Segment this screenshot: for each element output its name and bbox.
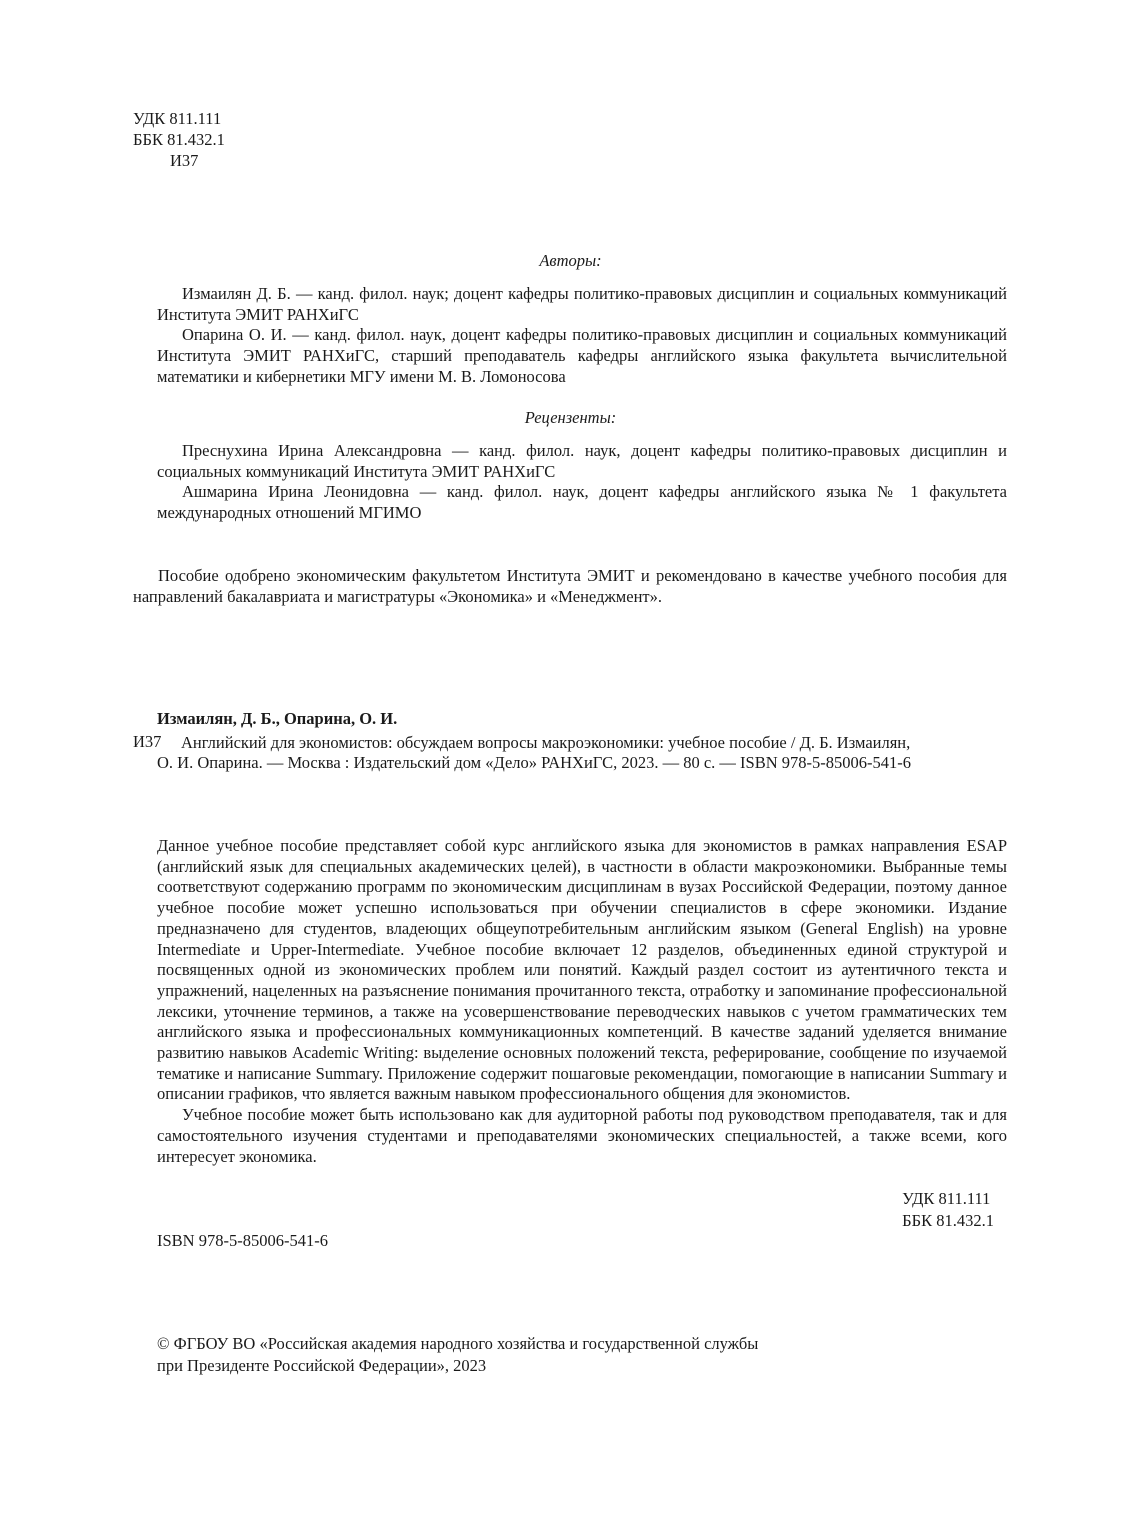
bbk-code: ББК 81.432.1 bbox=[133, 130, 225, 149]
authors-heading: Авторы: bbox=[539, 251, 602, 270]
bibliography-code: И37 bbox=[133, 732, 162, 751]
reviewer-entry: Преснухина Ирина Александровна — канд. филол. наук, доцент кафедры политико-правовых дисциплин и социальных коммуникаций Института ЭМИТ РАНХиГС bbox=[157, 441, 1007, 481]
approval-text: Пособие одобрено экономическим факультетом Института ЭМИТ и рекомендовано в качестве учебного пособия для направлений бакалавриата и магистратуры «Экономика» и «Менеджмент». bbox=[133, 566, 1007, 606]
bibliography-authors: Измаилян, Д. Б., Опарина, О. И. bbox=[157, 709, 398, 728]
bibliography-line-2: О. И. Опарина. — Москва : Издательский дом «Дело» РАНХиГС, 2023. — 80 с. — ISBN 978-5-85006-541-6 bbox=[157, 753, 911, 772]
author-index: И37 bbox=[170, 151, 199, 170]
copyright-line: при Президенте Российской Федерации», 2023 bbox=[157, 1356, 487, 1375]
udk-block bbox=[133, 108, 225, 171]
annotation-paragraph: Учебное пособие может быть использовано как для аудиторной работы под руководством преподавателя, так и для самостоятельного изучения студентами и преподавателями экономических специальностей, а также всеми, кого интересует экономика. bbox=[157, 1105, 1007, 1166]
bibliography-line-1: Английский для экономистов: обсуждаем вопросы макроэкономики: учебное пособие / Д. Б. Измаилян, bbox=[181, 733, 911, 752]
copyright-line: © ФГБОУ ВО «Российская академия народного хозяйства и государственной службы bbox=[157, 1334, 759, 1353]
annotation-paragraph: Данное учебное пособие представляет собой курс английского языка для экономистов в рамках направления ESAP (английский язык для специальных академических целей), в частности в области макроэкономики. Выбранные темы соответствуют содержанию программ по экономическим дисциплинам в вузах Российской Федерации, поэтому данное учебное пособие может успешно использоваться при обучении специалистов в сфере экономики. Издание предназначено для студентов, владеющих общеупотребительным английским языком (General English) на уровне Intermediate и Upper-Intermediate. Учебное пособие включает 12 разделов, объединенных единой структурой и посвященных одной из экономических проблем или понятий. Каждый раздел состоит из аутентичного текста и упражнений, нацеленных на разъяснение понимания прочитанного текста, отработку и запоминание профессиональной лексики, уточнение терминов, а также на усовершенствование переводческих навыков с учетом грамматических тем английского языка и профессиональных коммуникационных компетенций. В качестве заданий уделяется внимание развитию навыков Academic Writing: выделение основных положений текста, реферирование, сообщение по изучаемой тематике и написание Summary. Приложение содержит пошаговые рекомендации, помогающие в написании Summary и описании графиков, что является важным навыком профессионального общения для экономистов. bbox=[157, 836, 1007, 1104]
author-entry: Измаилян Д. Б. — канд. филол. наук; доцент кафедры политико-правовых дисциплин и социальных коммуникаций Института ЭМИТ РАНХиГС bbox=[157, 284, 1007, 324]
isbn: ISBN 978-5-85006-541-6 bbox=[157, 1231, 328, 1250]
udk-block-right bbox=[902, 1188, 994, 1232]
reviewers-heading: Рецензенты: bbox=[524, 408, 617, 427]
copyright bbox=[157, 1333, 758, 1377]
approval-note bbox=[133, 566, 1007, 607]
annotation bbox=[157, 836, 1007, 1167]
udk-code: УДК 811.111 bbox=[902, 1189, 991, 1208]
reviewer-entry: Ашмарина Ирина Леонидовна — канд. филол. наук, доцент кафедры английского языка № 1 факультета международных отношений МГИМО bbox=[157, 482, 1007, 523]
udk-code: УДК 811.111 bbox=[133, 109, 222, 128]
authors-list bbox=[157, 284, 1007, 388]
bbk-code: ББК 81.432.1 bbox=[902, 1211, 994, 1230]
reviewers-list bbox=[157, 441, 1007, 524]
author-entry: Опарина О. И. — канд. филол. наук, доцент кафедры политико-правовых дисциплин и социальных коммуникаций Института ЭМИТ РАНХиГС, старший преподаватель кафедры английского языка факультета вычислительной математики и кибернетики МГУ имени М. В. Ломоносова bbox=[157, 325, 1007, 386]
